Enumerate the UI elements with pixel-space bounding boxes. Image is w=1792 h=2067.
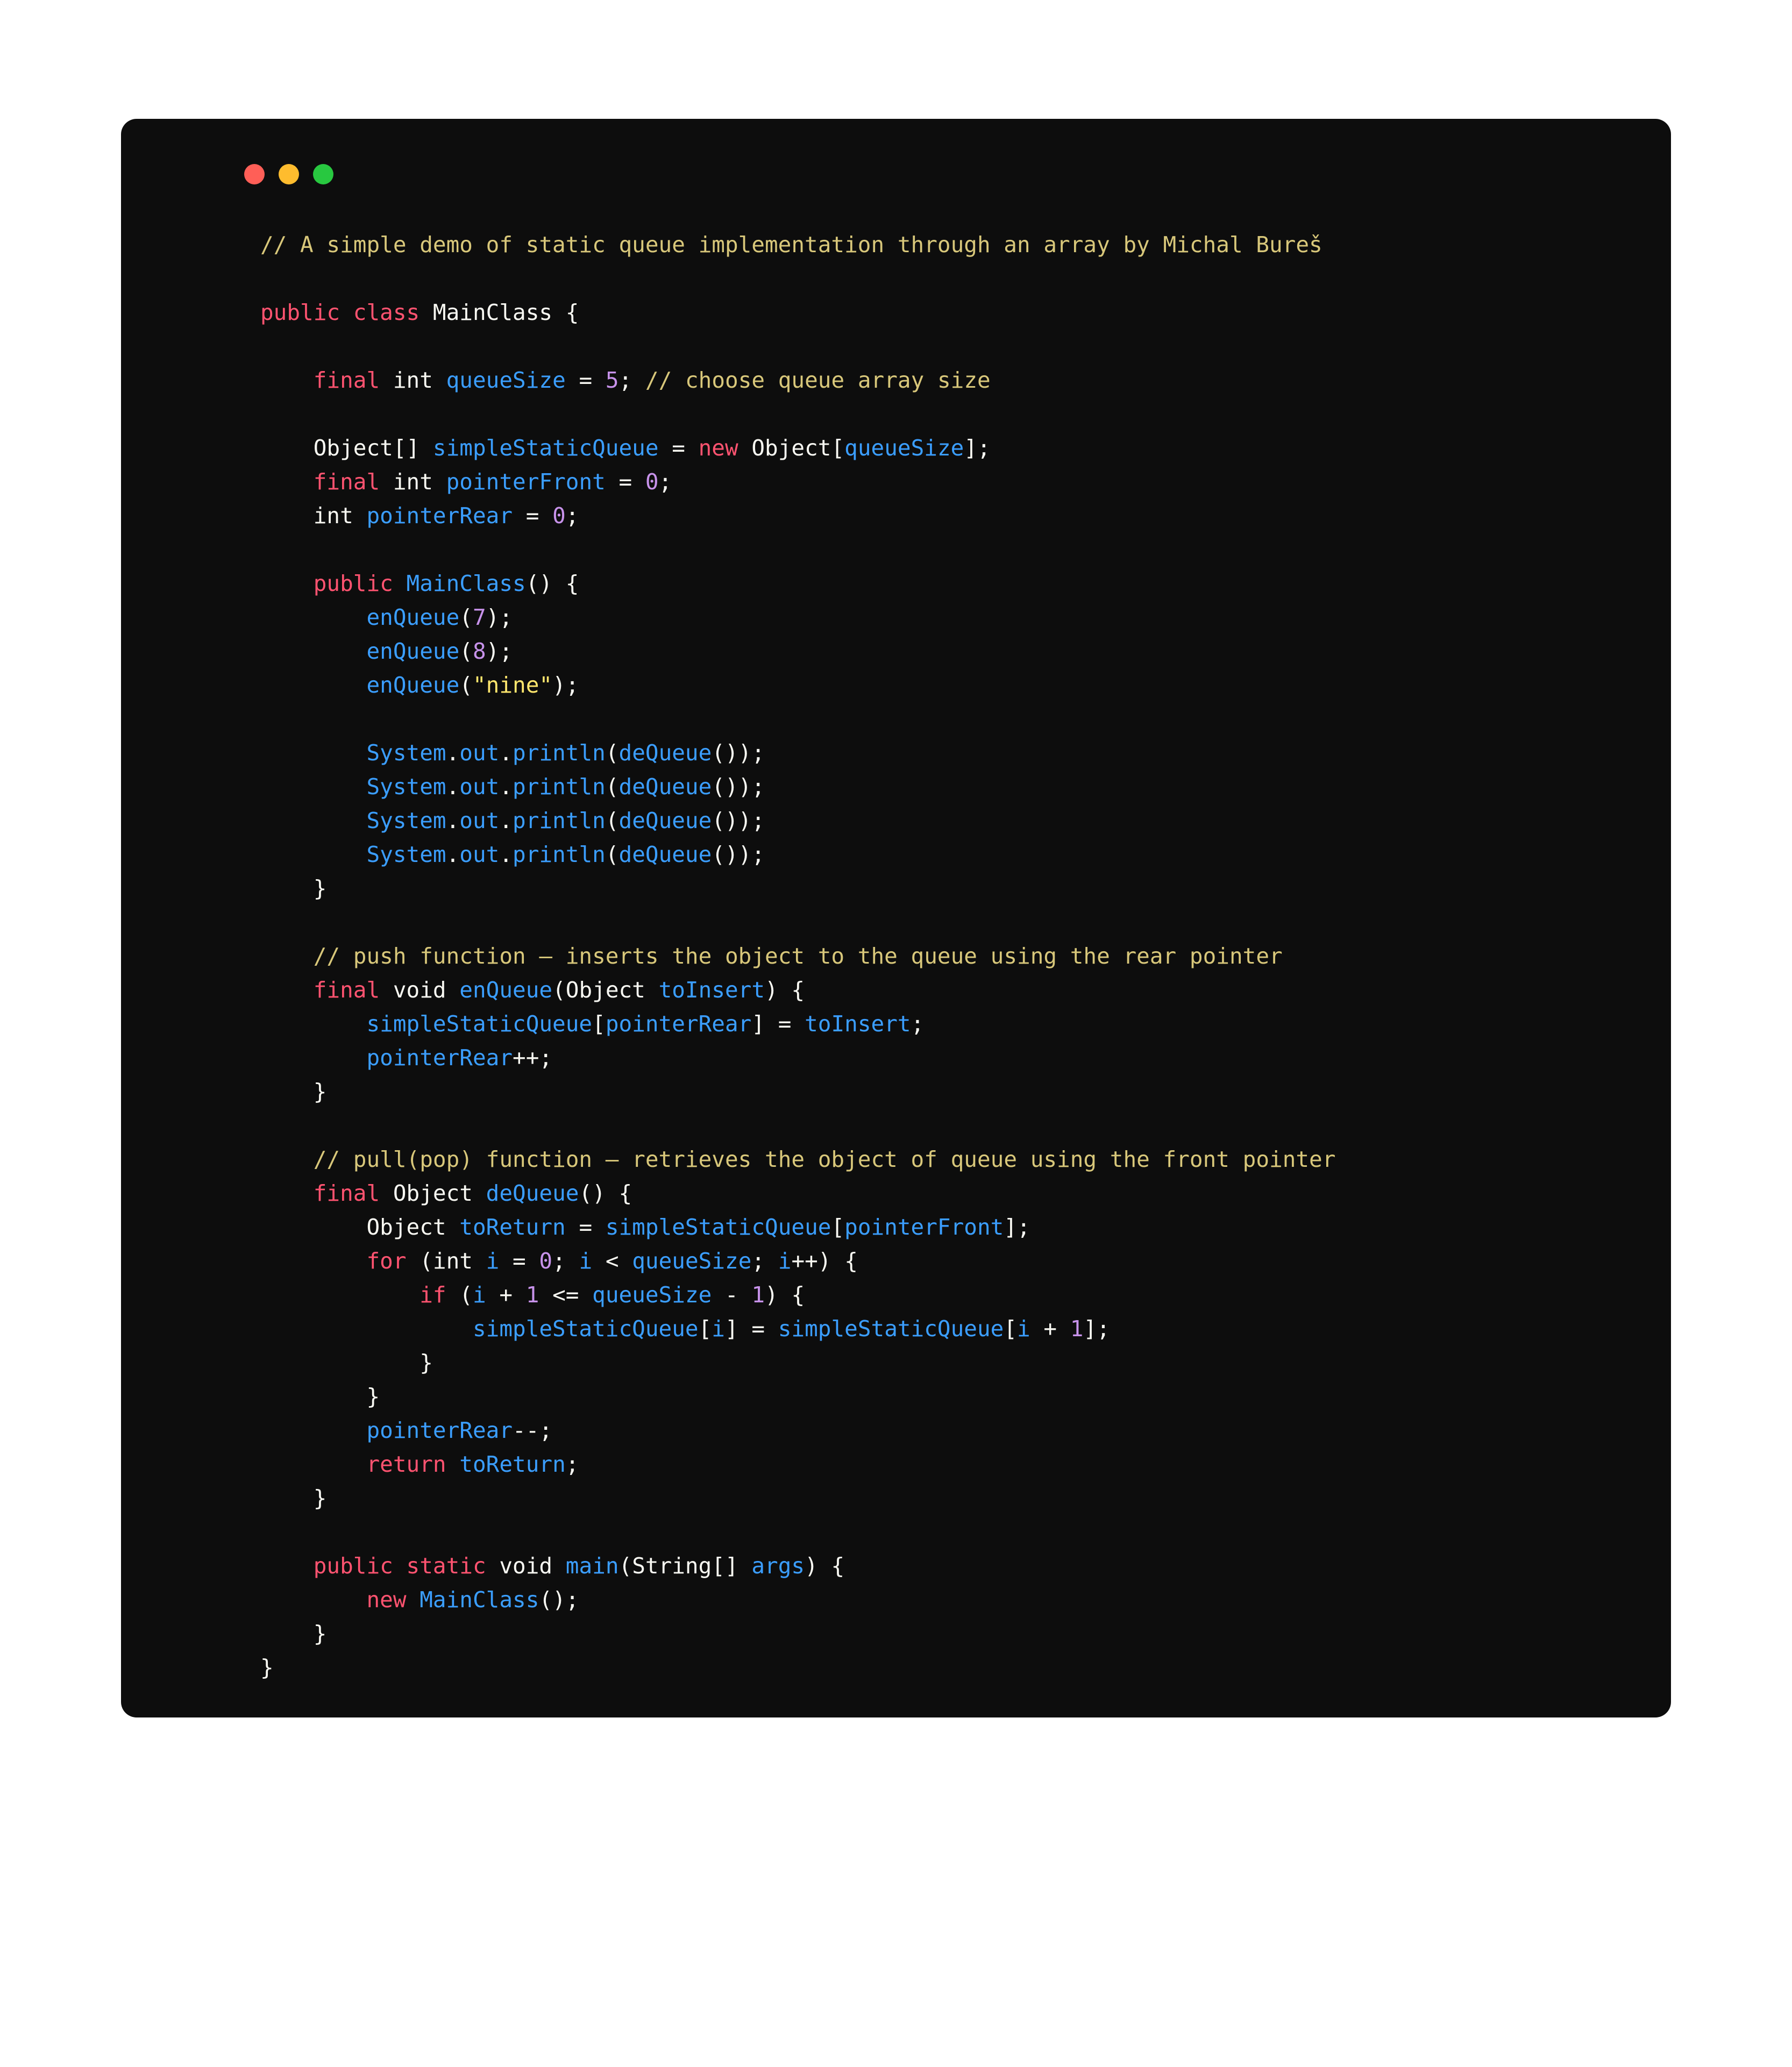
code-line: public static void main(String[] args) { — [313, 1553, 845, 1579]
code-line: // pull(pop) function — retrieves the object of queue using the front pointer — [313, 1146, 1336, 1172]
code-line: // A simple demo of static queue implementation through an array by Michal Bureš — [260, 232, 1322, 258]
code-line: if (i + 1 <= queueSize - 1) { — [419, 1282, 805, 1308]
code-line — [260, 1515, 1606, 1549]
code-line: enQueue("nine"); — [366, 672, 579, 698]
code-line: return toReturn; — [366, 1451, 579, 1477]
window-title-bar — [122, 151, 1670, 183]
code-line: System.out.println(deQueue()); — [366, 842, 765, 867]
code-block[interactable] — [122, 183, 1670, 1685]
code-line: } — [260, 1384, 380, 1409]
code-line: System.out.println(deQueue()); — [366, 808, 765, 833]
code-line — [260, 397, 1606, 431]
code-line: enQueue(7); — [366, 604, 513, 630]
code-line: } — [260, 1485, 327, 1511]
code-window — [122, 119, 1670, 1717]
code-line: } — [260, 1621, 327, 1647]
code-line: } — [260, 875, 327, 901]
code-line: final void enQueue(Object toInsert) { — [313, 977, 805, 1003]
minimize-window-button[interactable] — [279, 164, 299, 184]
code-line — [260, 702, 1606, 736]
code-line: } — [260, 1350, 433, 1375]
code-line: System.out.println(deQueue()); — [366, 740, 765, 766]
code-line: public class MainClass { — [260, 300, 579, 325]
maximize-window-button[interactable] — [313, 164, 333, 184]
code-line — [260, 906, 1606, 939]
code-line — [260, 533, 1606, 567]
code-line: final Object deQueue() { — [313, 1180, 632, 1206]
code-line: int pointerRear = 0; — [260, 503, 579, 529]
code-line: final int pointerFront = 0; — [313, 469, 672, 495]
code-line: final int queueSize = 5; // choose queue array size — [313, 367, 991, 393]
code-line — [260, 330, 1606, 363]
code-line: // push function — inserts the object to the queue using the rear pointer — [313, 943, 1283, 969]
code-line: simpleStaticQueue[i] = simpleStaticQueue[i + 1]; — [472, 1316, 1110, 1342]
code-line — [260, 1109, 1606, 1143]
code-line: } — [260, 1655, 274, 1680]
code-line: new MainClass(); — [366, 1587, 579, 1613]
close-window-button[interactable] — [244, 164, 265, 184]
code-line: public MainClass() { — [313, 571, 579, 596]
code-line: pointerRear--; — [366, 1417, 553, 1443]
code-line: Object toReturn = simpleStaticQueue[pointerFront]; — [260, 1214, 1030, 1240]
code-line — [260, 262, 1606, 296]
code-line: simpleStaticQueue[pointerRear] = toInsert; — [366, 1011, 925, 1037]
code-line: System.out.println(deQueue()); — [366, 774, 765, 800]
code-line: Object[] simpleStaticQueue = new Object[queueSize]; — [260, 435, 991, 461]
code-line: enQueue(8); — [366, 638, 513, 664]
code-line: } — [260, 1079, 327, 1104]
code-line: for (int i = 0; i < queueSize; i++) { — [366, 1248, 858, 1274]
code-line: pointerRear++; — [366, 1045, 553, 1071]
